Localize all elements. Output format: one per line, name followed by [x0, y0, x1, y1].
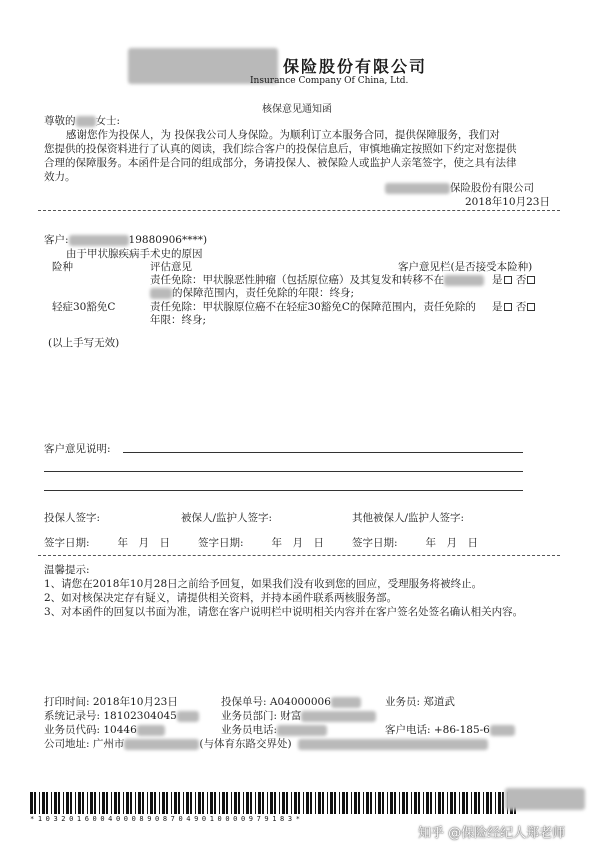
- greeting: [44, 113, 120, 128]
- barcode-bar: [87, 792, 88, 814]
- print-time: 打印时间: 2018年10月23日: [44, 696, 178, 708]
- row2-assessment-line1: 责任免除：甲状腺原位癌不在轻症30豁免C的保障范围内，责任免除的: [150, 301, 476, 313]
- signature-date: 2018年10月23日: [465, 196, 550, 208]
- barcode-bar: [462, 792, 465, 814]
- barcode-bar: [186, 792, 189, 814]
- barcode-bar: [202, 792, 204, 814]
- barcode-bar: [490, 792, 492, 814]
- barcode-bar: [222, 792, 225, 814]
- row1-assessment-line2: 的保障范围内，责任免除的年限：终身;: [150, 285, 354, 300]
- barcode-bar: [351, 792, 352, 814]
- barcode-bar: [171, 792, 172, 814]
- divider-2: [38, 555, 560, 556]
- barcode-bar: [51, 792, 52, 814]
- barcode-bar: [195, 792, 196, 814]
- company-name-en: Insurance Company Of China, Ltd.: [250, 76, 409, 86]
- barcode-bar: [414, 792, 417, 814]
- barcode-bar: [447, 792, 448, 814]
- barcode-bar: [138, 792, 141, 814]
- barcode-bar: [39, 792, 40, 814]
- barcode-bar: [118, 792, 120, 814]
- barcode-bar: [430, 792, 432, 814]
- barcode-bar: [394, 792, 396, 814]
- barcode-bar: [159, 792, 160, 814]
- barcode-bar: [147, 792, 148, 814]
- barcode-bar: [258, 792, 261, 814]
- body-line-4: 效力。: [44, 171, 76, 183]
- barcode-bar: [154, 792, 156, 814]
- barcode-bar: [63, 792, 64, 814]
- greeting-prefix: 尊敬的: [44, 115, 76, 127]
- barcode-bar: [82, 792, 84, 814]
- row2-name: 轻症30豁免C: [52, 301, 116, 313]
- body-line-3: 合理的保障服务。本函件是合同的组成部分，务请投保人、被保险人或监护人亲笔签字，使之具有法律: [44, 157, 517, 169]
- barcode-bar: [255, 792, 256, 814]
- agent-name: 业务员: 郑道武: [385, 696, 455, 708]
- barcode-bar: [78, 792, 81, 814]
- col-opinion: 客户意见栏(是否接受本险种): [398, 261, 533, 273]
- opinion-line-2[interactable]: [44, 471, 523, 472]
- barcode-bar: [498, 792, 501, 814]
- tip-1: 1、请您在2018年10月28日之前给予回复，如果我们没有收到您的回应，受理服务将被终止。: [44, 578, 483, 590]
- insured-sign-label: 被保人/监护人签字:: [181, 512, 273, 524]
- barcode-bar: [318, 792, 321, 814]
- company-name-cn: 保险股份有限公司: [283, 57, 428, 76]
- barcode-bar: [459, 792, 460, 814]
- barcode-text: *103201600400089087049010000979183*: [30, 815, 304, 823]
- product-blurred-2: [150, 288, 172, 299]
- row2-assessment-line2: 年限：终身;: [150, 314, 207, 326]
- body-line-1: 感谢您作为投保人，为 投保我公司人身保险。为顺利订立本服务合同，提供保障服务，我们对: [66, 129, 500, 141]
- barcode-bar: [486, 792, 489, 814]
- barcode-bar: [70, 792, 72, 814]
- col-insurance: 险种: [52, 261, 73, 273]
- barcode-bar: [207, 792, 208, 814]
- barcode-bar: [75, 792, 76, 814]
- barcode-bar: [298, 792, 300, 814]
- greeting-suffix: 女士:: [95, 115, 121, 127]
- barcode-bar: [178, 792, 180, 814]
- barcode-bar: [346, 792, 348, 814]
- product-blurred: [444, 275, 484, 286]
- barcode-bar: [126, 792, 129, 814]
- barcode-bar: [234, 792, 237, 814]
- barcode-bar: [378, 792, 381, 814]
- row2-opinion: 是 否: [492, 299, 536, 314]
- opinion-line-1[interactable]: [123, 452, 523, 453]
- barcode-bar: [435, 792, 436, 814]
- letter-title: 核保意见通知函: [262, 104, 332, 115]
- barcode-bar: [274, 792, 276, 814]
- barcode-bar: [387, 792, 388, 814]
- barcode-bar: [66, 792, 69, 814]
- barcode-bar: [354, 792, 357, 814]
- barcode-bar: [426, 792, 429, 814]
- signature-company: 保险股份有限公司: [385, 180, 534, 195]
- name-blurred: [76, 116, 96, 127]
- barcode-bar: [291, 792, 292, 814]
- barcode-bar: [334, 792, 336, 814]
- barcode-bar: [339, 792, 340, 814]
- barcode-bar: [399, 792, 400, 814]
- barcode-bar: [471, 792, 472, 814]
- barcode-bar: [42, 792, 45, 814]
- system-no: 系统记录号: 18102304045: [44, 708, 199, 723]
- client-line: 客户: 19880906****): [44, 234, 208, 246]
- row2-no-checkbox[interactable]: [527, 303, 535, 311]
- barcode-bar: [375, 792, 376, 814]
- barcode-bar: [198, 792, 201, 814]
- barcode-bar: [250, 792, 252, 814]
- row1-assessment-line1: 责任免除：甲状腺恶性肿瘤（包括原位癌）及其复发和转移不在: [150, 272, 484, 287]
- barcode-bar: [214, 792, 216, 814]
- barcode-bar: [454, 792, 456, 814]
- applicant-sign-label: 投保人签字:: [44, 512, 101, 524]
- barcode-bar: [166, 792, 168, 814]
- divider-1: [38, 210, 560, 211]
- barcode-bar: [226, 792, 228, 814]
- barcode-bar: [90, 792, 93, 814]
- barcode-bar: [390, 792, 393, 814]
- opinion-label: 客户意见说明:: [44, 443, 111, 455]
- col-assessment: 评估意见: [150, 261, 192, 273]
- barcode-bar: [106, 792, 108, 814]
- barcode-bar: [219, 792, 220, 814]
- barcode-bar: [322, 792, 324, 814]
- other-sign-label: 其他被保人/监护人签字:: [352, 512, 465, 524]
- barcode-bar: [330, 792, 333, 814]
- row2-yes-checkbox[interactable]: [504, 303, 512, 311]
- tip-2: 2、如对核保决定存有疑义，请提供相关资料，并持本函件联系两核服务部。: [44, 592, 398, 604]
- barcode-bar: [303, 792, 304, 814]
- barcode-end-blurred: [505, 788, 585, 810]
- date-insured: 签字日期: 年 月 日: [198, 537, 325, 549]
- barcode-bar: [366, 792, 369, 814]
- barcode-bar: [30, 792, 33, 814]
- barcode-bar: [310, 792, 312, 814]
- barcode-bar: [402, 792, 405, 814]
- opinion-line-3[interactable]: [44, 490, 523, 491]
- tips-title: 温馨提示:: [44, 564, 90, 576]
- barcode-bar: [34, 792, 36, 814]
- barcode-bar: [358, 792, 360, 814]
- barcode: [30, 792, 520, 814]
- agent-phone: 业务员电话:: [221, 722, 327, 737]
- tip-3: 3、对本函件的回复以书面为准，请您在客户说明栏中说明相关内容并在客户签名处签名确认相关内容。: [44, 606, 524, 618]
- company-address: 公司地址: 广州市 (与体育东路交界处): [44, 736, 488, 751]
- barcode-bar: [327, 792, 328, 814]
- barcode-bar: [270, 792, 273, 814]
- barcode-bar: [502, 792, 504, 814]
- barcode-bar: [483, 792, 484, 814]
- barcode-bar: [174, 792, 177, 814]
- date-applicant: 签字日期: 年 月 日: [44, 537, 171, 549]
- handwritten-note: (以上手写无效): [48, 337, 120, 349]
- row1-no-checkbox[interactable]: [527, 276, 535, 284]
- barcode-bar: [262, 792, 264, 814]
- barcode-bar: [46, 792, 48, 814]
- barcode-bar: [123, 792, 124, 814]
- barcode-bar: [54, 792, 57, 814]
- barcode-bar: [423, 792, 424, 814]
- barcode-bar: [94, 792, 96, 814]
- barcode-bar: [190, 792, 192, 814]
- barcode-bar: [162, 792, 165, 814]
- barcode-bar: [111, 792, 112, 814]
- barcode-bar: [382, 792, 384, 814]
- barcode-bar: [306, 792, 309, 814]
- watermark: 知乎 @保险经纪人郑老师: [418, 826, 566, 841]
- barcode-bar: [183, 792, 184, 814]
- barcode-bar: [294, 792, 297, 814]
- client-id: 19880906****): [128, 234, 208, 246]
- barcode-bar: [466, 792, 468, 814]
- row1-opinion: 是 否: [492, 272, 536, 287]
- client-reason: 由于甲状腺疾病手术史的原因: [66, 248, 203, 260]
- barcode-bar: [474, 792, 477, 814]
- barcode-bar: [150, 792, 153, 814]
- barcode-bar: [142, 792, 144, 814]
- date-other: 签字日期: 年 月 日: [352, 537, 479, 549]
- barcode-bar: [406, 792, 408, 814]
- barcode-bar: [279, 792, 280, 814]
- barcode-bar: [99, 792, 100, 814]
- barcode-bar: [411, 792, 412, 814]
- barcode-bar: [210, 792, 213, 814]
- barcode-bar: [102, 792, 105, 814]
- barcode-bar: [58, 792, 60, 814]
- barcode-bar: [478, 792, 480, 814]
- barcode-bar: [238, 792, 240, 814]
- barcode-bar: [231, 792, 232, 814]
- barcode-bar: [282, 792, 285, 814]
- row1-yes-checkbox[interactable]: [504, 276, 512, 284]
- barcode-bar: [450, 792, 453, 814]
- barcode-bar: [342, 792, 345, 814]
- barcode-bar: [130, 792, 132, 814]
- body-line-2: 您提供的投保资料进行了认真的阅读，我们综合客户的投保信息后，审慎地确定按照如下约定对您提供: [44, 143, 517, 155]
- barcode-bar: [418, 792, 420, 814]
- barcode-bar: [114, 792, 117, 814]
- barcode-bar: [246, 792, 249, 814]
- barcode-bar: [315, 792, 316, 814]
- policy-no: 投保单号: A04000006: [221, 694, 361, 709]
- barcode-bar: [438, 792, 441, 814]
- barcode-bar: [243, 792, 244, 814]
- barcode-bar: [370, 792, 372, 814]
- barcode-bar: [495, 792, 496, 814]
- barcode-bar: [135, 792, 136, 814]
- barcode-bar: [286, 792, 288, 814]
- barcode-bar: [267, 792, 268, 814]
- agent-code: 业务员代码: 10446: [44, 722, 165, 737]
- agent-dept: 业务员部门: 财富: [221, 708, 376, 723]
- barcode-bar: [442, 792, 444, 814]
- client-phone: 客户电话: +86-185-6: [385, 722, 515, 737]
- company-prefix-blurred: [385, 183, 450, 194]
- barcode-bar: [363, 792, 364, 814]
- client-name-blurred: [69, 235, 129, 246]
